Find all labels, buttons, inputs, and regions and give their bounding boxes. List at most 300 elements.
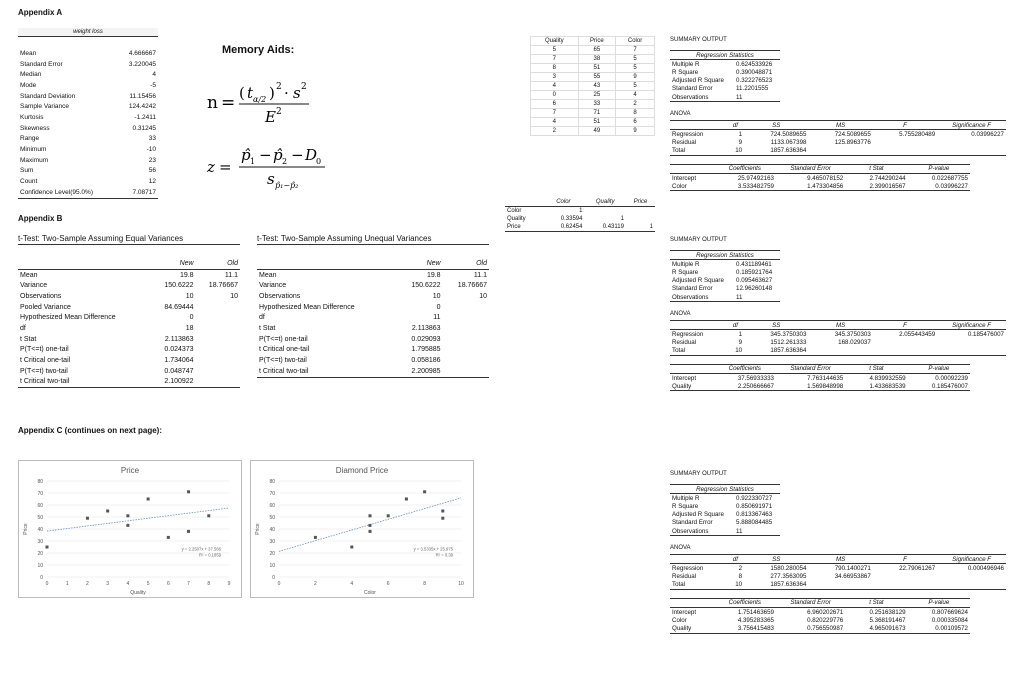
table-row [670,573,1006,581]
summary-title: SUMMARY OUTPUT [670,37,727,43]
regression-stats-table [670,484,780,536]
svg-text:2: 2 [276,82,282,92]
y-tick-label: 80 [269,479,275,485]
row-label: Total [672,581,686,589]
stat-label: Mean [259,271,277,279]
stat-value: 56 [148,167,156,175]
column-header: Standard Error [790,365,831,373]
column-header: t Stat [869,365,884,373]
column-header [670,598,714,607]
table-row [18,345,240,356]
table-row [18,69,158,80]
table-row [18,166,158,177]
data-cell: 0.185476007 [931,382,968,390]
data-point [187,490,190,493]
stat-label: P(T<=t) two-tail [20,367,68,375]
stat-label: t Critical two-tail [259,367,309,375]
svg-text:2: 2 [282,157,288,166]
data-cell: 790.1400271 [834,564,871,572]
data-cell [808,147,872,156]
stat-label: Observations [672,293,709,301]
table-row [505,207,655,216]
stat-label: Kurtosis [20,113,44,121]
stat-label: Observations [20,292,62,300]
data-cell: 43 [578,82,616,91]
stat-value-old [443,312,489,323]
regression-stats-title: Regression Statistics [696,51,754,59]
table-row [670,624,970,633]
table-row [670,502,780,510]
data-cell: 71 [578,109,616,118]
y-axis-label: Price [255,523,261,535]
data-cell [937,339,1006,347]
y-tick-label: 0 [272,575,275,581]
table-row [670,511,780,519]
regression-summary [670,36,1006,191]
stat-value-old [196,366,240,377]
svg-text:2: 2 [276,107,282,117]
y-tick-label: 70 [269,491,275,497]
stat-value-old: 18.76667 [208,282,238,290]
data-cell: 5 [531,46,579,55]
stat-value: 0.31245 [132,124,156,132]
table-row [670,260,780,269]
column-header: F [903,121,907,129]
row-label: Intercept [672,608,697,616]
data-cell: 6 [616,118,655,127]
data-cell: 9 [738,139,743,147]
svg-text:·: · [284,84,289,102]
svg-text:0: 0 [316,157,322,166]
svg-text:−: − [291,146,304,164]
data-cell: 37.56933333 [737,374,774,382]
column-header [670,364,714,373]
column-header: SS [772,321,781,329]
stat-value-new: 0.048747 [164,367,194,375]
regression-stats-title: Regression Statistics [696,251,754,259]
data-cell [626,215,655,223]
table-row [257,345,489,356]
table-row [257,355,489,366]
table-row [670,268,780,276]
memory-aids-title: Memory Aids: [222,44,295,56]
data-cell: 2 [616,100,655,109]
data-cell: 1.569848998 [807,382,844,390]
stat-value-new: 0 [189,314,194,322]
descriptive-stats-table [18,48,158,199]
ttest-unequal-table [257,258,489,378]
data-cell: 9.465078152 [807,174,844,182]
row-label: Regression [672,130,704,138]
data-point [350,546,353,549]
data-cell: 4.395283365 [737,616,774,624]
data-cell: 4.965091673 [869,625,906,633]
data-cell: 5 [616,64,655,73]
row-label: Residual [672,339,697,347]
y-tick-label: 50 [269,515,275,521]
stat-value-old: 11.1 [473,271,487,279]
data-cell: 7 [616,46,655,55]
svg-text:2: 2 [301,82,307,92]
column-header: Price [578,37,616,46]
y-tick-label: 30 [269,539,275,545]
appendix-b-title: Appendix B [18,214,63,223]
data-cell [873,139,937,147]
data-cell: 10 [735,581,743,589]
table-row [531,46,655,55]
stat-label: Standard Deviation [20,92,76,100]
data-cell: 0.022687755 [931,174,968,182]
stat-label: Multiple R [672,494,700,502]
svg-text:α/2: α/2 [253,95,267,104]
summary-title: SUMMARY OUTPUT [670,237,727,243]
data-cell: 1.751463659 [737,608,774,616]
data-cell: 0.33594 [560,216,583,222]
table-row [670,519,780,527]
stat-label: Mode [20,81,37,89]
stat-value-old [196,323,240,334]
column-header: df [732,321,738,329]
column-header: MS [836,321,846,329]
data-cell: 10 [735,347,743,355]
data-point [423,490,426,493]
table-row [18,366,240,377]
svg-text:s: s [267,170,275,188]
column-header [670,121,727,130]
data-cell: 8 [738,573,743,581]
svg-text:s: s [293,84,301,102]
data-point [46,546,49,549]
data-cell: 51 [578,118,616,127]
x-tick-label: 0 [45,581,49,587]
y-axis-label: Price [23,523,29,535]
x-tick-label: 1 [65,581,69,587]
table-row [18,144,158,155]
stat-value: -10 [146,146,156,154]
trendline-equation: y = 3.5335x + 25.975 [413,546,453,552]
stat-value: 23 [148,156,156,164]
y-tick-label: 50 [37,515,43,521]
stat-label: df [259,314,265,322]
column-header: P-value [928,599,950,607]
data-point [207,514,210,517]
column-header [505,198,542,207]
stat-value-old [196,377,240,388]
y-tick-label: 40 [37,527,43,533]
table-row [670,285,780,293]
table-row [670,85,780,93]
stat-value-new: 2.113863 [164,335,194,343]
stat-value-new: 2.113863 [411,324,441,332]
data-cell: 1857.636364 [770,581,807,589]
data-cell: 2.399016567 [869,182,906,190]
data-cell: 1.473304856 [807,182,844,190]
table-row [18,59,158,70]
data-cell: 55 [578,73,616,82]
table-row [670,60,780,69]
chart-title: Diamond Price [335,466,389,475]
stat-value-old [443,366,489,377]
row-label: Quality [672,382,692,390]
data-point [369,514,372,517]
stat-value: 3.220045 [128,60,156,68]
stat-value-old: 11.1 [224,271,238,279]
data-cell: 1 [620,216,624,222]
col-old: Old [476,259,487,267]
stat-value-new: 150.6222 [411,282,441,290]
table-row [18,134,158,145]
table-row [670,147,1006,156]
svg-text:): ) [269,84,275,102]
stat-value: -1.2411 [134,113,156,121]
stat-value: 12.96260148 [736,285,773,293]
table-row [505,215,655,223]
data-cell: 1857.636364 [770,347,807,355]
stat-value-new: 150.6222 [164,282,194,290]
data-cell: 5.368191467 [869,616,906,624]
data-point [441,517,444,520]
column-header: Significance F [952,121,992,129]
data-cell: 1 [649,224,653,230]
stat-label: Multiple R [672,260,700,268]
stat-value: 11.15456 [129,92,156,100]
table-row [670,174,970,183]
data-cell [873,147,937,156]
y-tick-label: 30 [37,539,43,545]
x-tick-label: 8 [207,581,211,587]
y-tick-label: 10 [269,563,275,569]
row-label: Color [672,616,687,624]
table-row [670,494,780,503]
data-cell: 0.00109572 [935,625,968,633]
stat-value-new: 84.69444 [164,303,194,311]
stat-value: 12 [148,178,156,186]
stat-value: 4 [152,71,156,79]
table-row [670,68,780,76]
table-row [670,527,780,536]
stat-value-old: 10 [479,292,487,300]
col-new: New [179,259,194,267]
row-label: Color [672,182,687,190]
stat-label: Adjusted R Square [672,77,724,85]
stat-label: P(T<=t) one-tail [259,335,308,343]
stat-value-new: 1.734064 [164,357,194,365]
table-row [257,291,489,302]
stat-value-new: 10 [432,292,441,300]
stat-label: R Square [672,268,699,276]
stat-label: Confidence Level(95.0%) [20,188,93,196]
stat-value-new: 0.024373 [164,346,194,354]
row-label: Color [507,208,522,214]
sample-size-formula [205,74,355,135]
data-cell: 25 [578,91,616,100]
table-row [18,312,240,323]
stat-value-new: 18 [185,324,194,332]
x-tick-label: 7 [187,581,190,587]
correlation-table [505,198,655,232]
table-row [670,339,1006,347]
stat-label: t Critical one-tail [259,346,310,354]
data-cell: 0.43119 [602,224,624,230]
table-row [18,334,240,345]
data-cell: 7 [531,109,579,118]
stat-value-old [196,302,240,313]
stat-label: Observations [672,527,709,535]
column-header: MS [836,555,846,563]
stat-label: Median [20,71,42,79]
data-cell: 3.533482759 [737,182,774,190]
data-cell: 1580.280054 [770,564,807,572]
row-label: Intercept [672,174,697,182]
svg-text:p̂: p̂ [273,146,283,164]
data-cell: 6 [531,100,579,109]
data-cell: 5.755280489 [899,130,936,138]
data-cell: 724.5089655 [770,130,807,138]
stat-label: t Stat [20,335,37,343]
ttest-unequal-title: t-Test: Two-Sample Assuming Unequal Variances [257,234,489,245]
table-row [18,187,158,198]
stat-label: Skewness [20,124,50,132]
column-header: Standard Error [790,599,831,607]
data-cell: 4 [531,118,579,127]
data-cell [937,581,1006,590]
data-point [405,498,408,501]
anova-table [670,554,1006,590]
stat-label: Standard Error [20,60,63,68]
stat-label: Adjusted R Square [672,277,724,285]
table-row [18,80,158,91]
regression-stats-title: Regression Statistics [696,485,754,493]
svg-text:t: t [247,84,254,102]
stat-label: Standard Error [672,519,713,527]
data-cell: 0.807669624 [931,608,968,616]
x-tick-label: 6 [386,581,390,587]
stat-label: t Critical two-tail [20,378,70,386]
row-label: Regression [672,564,704,572]
table-row [670,93,780,102]
column-header: t Stat [869,165,884,173]
stat-value-old [196,334,240,345]
y-tick-label: 20 [269,551,275,557]
table-row [670,77,780,85]
stat-label: R Square [672,68,699,76]
table-row [531,100,655,109]
data-point [126,514,129,517]
column-header: Quality [531,37,579,46]
column-header: MS [836,121,846,129]
appendix-c-title: Appendix C (continues on next page): [18,426,163,435]
regression-stats-table [670,250,780,302]
data-cell: 8 [531,64,579,73]
svg-text:E: E [265,108,276,126]
stat-value-old [443,345,489,356]
data-cell: 33 [578,100,616,109]
x-axis-label: Color [364,590,376,596]
chart-title: Price [120,466,140,475]
column-header [670,321,727,330]
data-cell: 1857.636364 [770,147,807,155]
table-row [670,293,780,302]
data-cell: 1133.067398 [770,139,807,147]
column-header: P-value [928,365,950,373]
data-cell [873,581,937,590]
data-cell: 0 [531,91,579,100]
data-cell: 7.763144635 [807,374,844,382]
data-cell [937,147,1006,156]
anova-title: ANOVA [670,111,691,118]
column-header: Color [616,37,655,46]
data-cell: 34.66953867 [834,573,871,581]
x-axis-label: Quality [130,590,146,596]
stat-value: 0.813367463 [736,511,773,519]
table-row [257,323,489,334]
stat-value-new: 0.058186 [411,357,441,365]
x-tick-label: 5 [146,581,150,587]
x-tick-label: 4 [126,581,130,587]
data-cell [937,347,1006,356]
coefficients-table [670,164,970,192]
data-cell [808,347,872,356]
table-row [670,581,1006,590]
table-row [18,112,158,123]
stat-value-old [196,312,240,323]
svg-text:z: z [207,158,215,176]
table-row [531,118,655,127]
data-cell: 277.3563095 [770,573,807,581]
table-row [18,302,240,313]
trendline-r2: R² = 0.1859 [199,552,221,558]
stat-value-new: 19.8 [179,271,194,279]
table-row [670,182,970,191]
col-new: New [426,259,441,267]
y-tick-label: 80 [37,479,43,485]
data-cell: 3.756415483 [737,625,774,633]
table-row [18,123,158,134]
column-header: SS [772,555,781,563]
data-point [106,510,109,513]
data-cell: 4 [531,82,579,91]
x-tick-label: 0 [277,581,281,587]
table-row [18,377,240,388]
svg-text:1: 1 [250,157,256,166]
table-row [531,64,655,73]
table-row [670,130,1006,139]
stat-label: Mean [20,49,37,57]
svg-text:−: − [259,146,272,164]
data-cell: 0.03996227 [935,182,968,190]
x-tick-label: 2 [314,581,317,587]
data-point [369,530,372,533]
table-row [257,312,489,323]
table-row [531,127,655,136]
data-cell [808,581,872,590]
table-row [670,616,970,624]
data-cell: 0.000335084 [931,616,968,624]
table-row [257,269,489,280]
stat-value: 11 [736,93,743,101]
stat-label: Maximum [20,156,49,164]
stat-value-new: 0 [436,303,441,311]
stat-label: Mean [20,271,38,279]
data-cell: 1512.261333 [770,339,807,347]
stat-label: t Critical one-tail [20,357,71,365]
data-cell: 4 [616,91,655,100]
stat-label: Observations [672,93,709,101]
stat-value: -5 [150,81,156,89]
stat-value-new: 2.100922 [164,378,194,386]
stat-value-new: 2.200985 [411,367,441,375]
data-cell: 7 [531,55,579,64]
